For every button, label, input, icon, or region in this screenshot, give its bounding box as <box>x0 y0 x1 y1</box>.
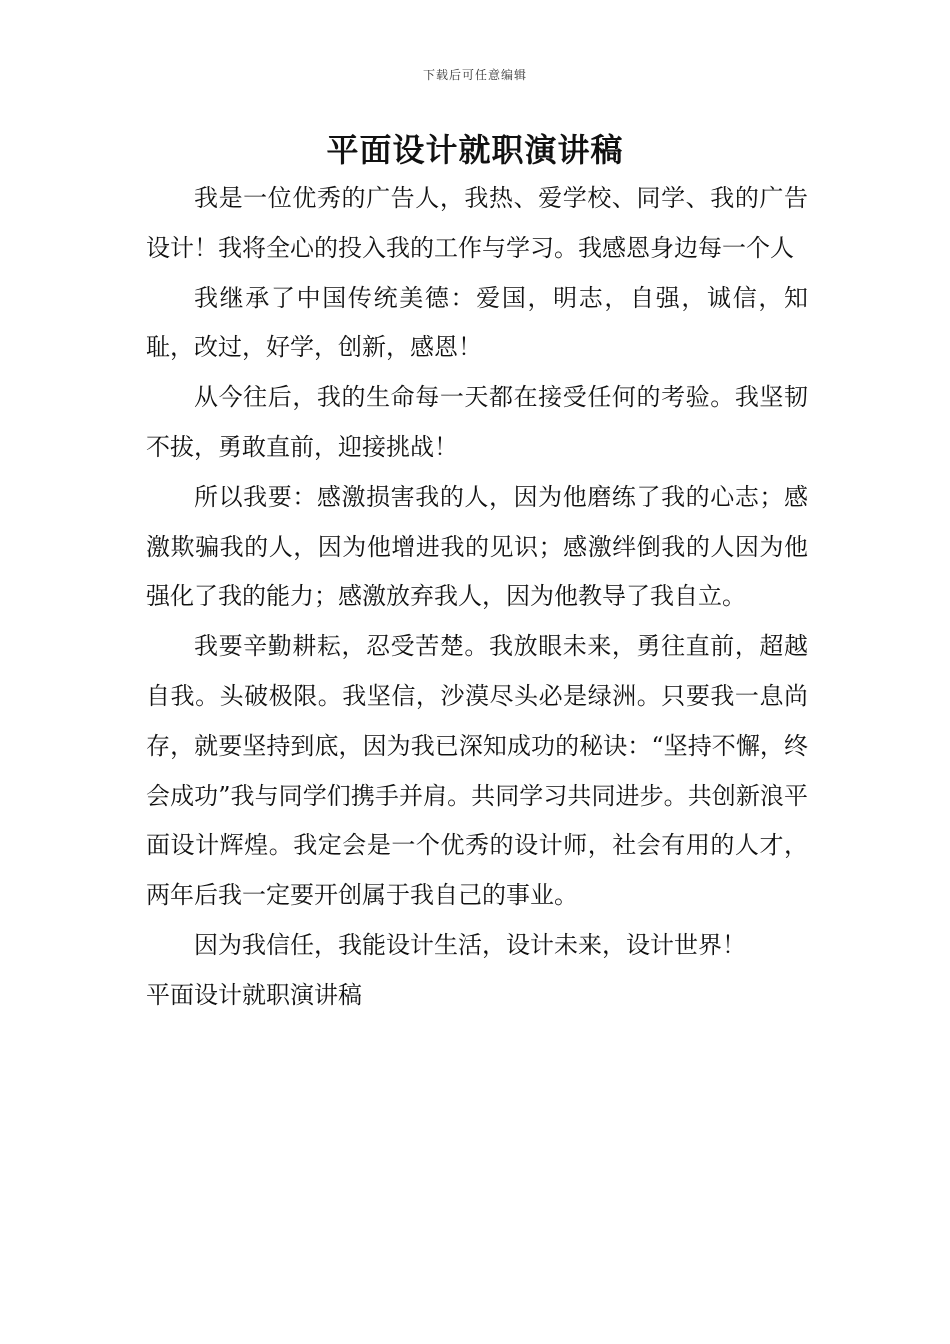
footer-title: 平面设计就职演讲稿 <box>146 980 362 1009</box>
paragraph-4: 所以我要：感激损害我的人，因为他磨练了我的心志；感激欺骗我的人，因为他增进我的见识；感激绊倒我的人因为他强化了我的能力；感激放弃我人，因为他教导了我自立。 <box>146 482 808 611</box>
paragraph-1: 我是一位优秀的广告人，我热、爱学校、同学、我的广告设计！我将全心的投入我的工作与学习。我感恩身边每一个人 <box>146 184 808 262</box>
document-title: 平面设计就职演讲稿 <box>326 131 624 169</box>
paragraph-5: 我要辛勤耕耘，忍受苦楚。我放眼未来，勇往直前，超越自我。头破极限。我坚信，沙漠尽头必是绿洲。只要我一息尚存，就要坚持到底，因为我已深知成功的秘诀：“坚持不懈，终会成功”我与同学们携手并肩。共同学习共同进步。共创新浪平面设计辉煌。我定会是一个优秀的设计师，社会有用的人才，两年后我一定要开创属于我自己的事业。 <box>146 632 808 910</box>
paragraph-6: 因为我信任，我能设计生活，设计未来，设计世界！ <box>194 930 746 959</box>
document-body <box>146 174 808 1021</box>
paragraph-2: 我继承了中国传统美德：爱国，明志，自强，诚信，知耻，改过，好学，创新，感恩！ <box>146 283 808 362</box>
header-note: 下载后可任意编辑 <box>422 68 527 82</box>
paragraph-3: 从今往后，我的生命每一天都在接受任何的考验。我坚韧不拔，勇敢直前，迎接挑战！ <box>146 383 808 461</box>
